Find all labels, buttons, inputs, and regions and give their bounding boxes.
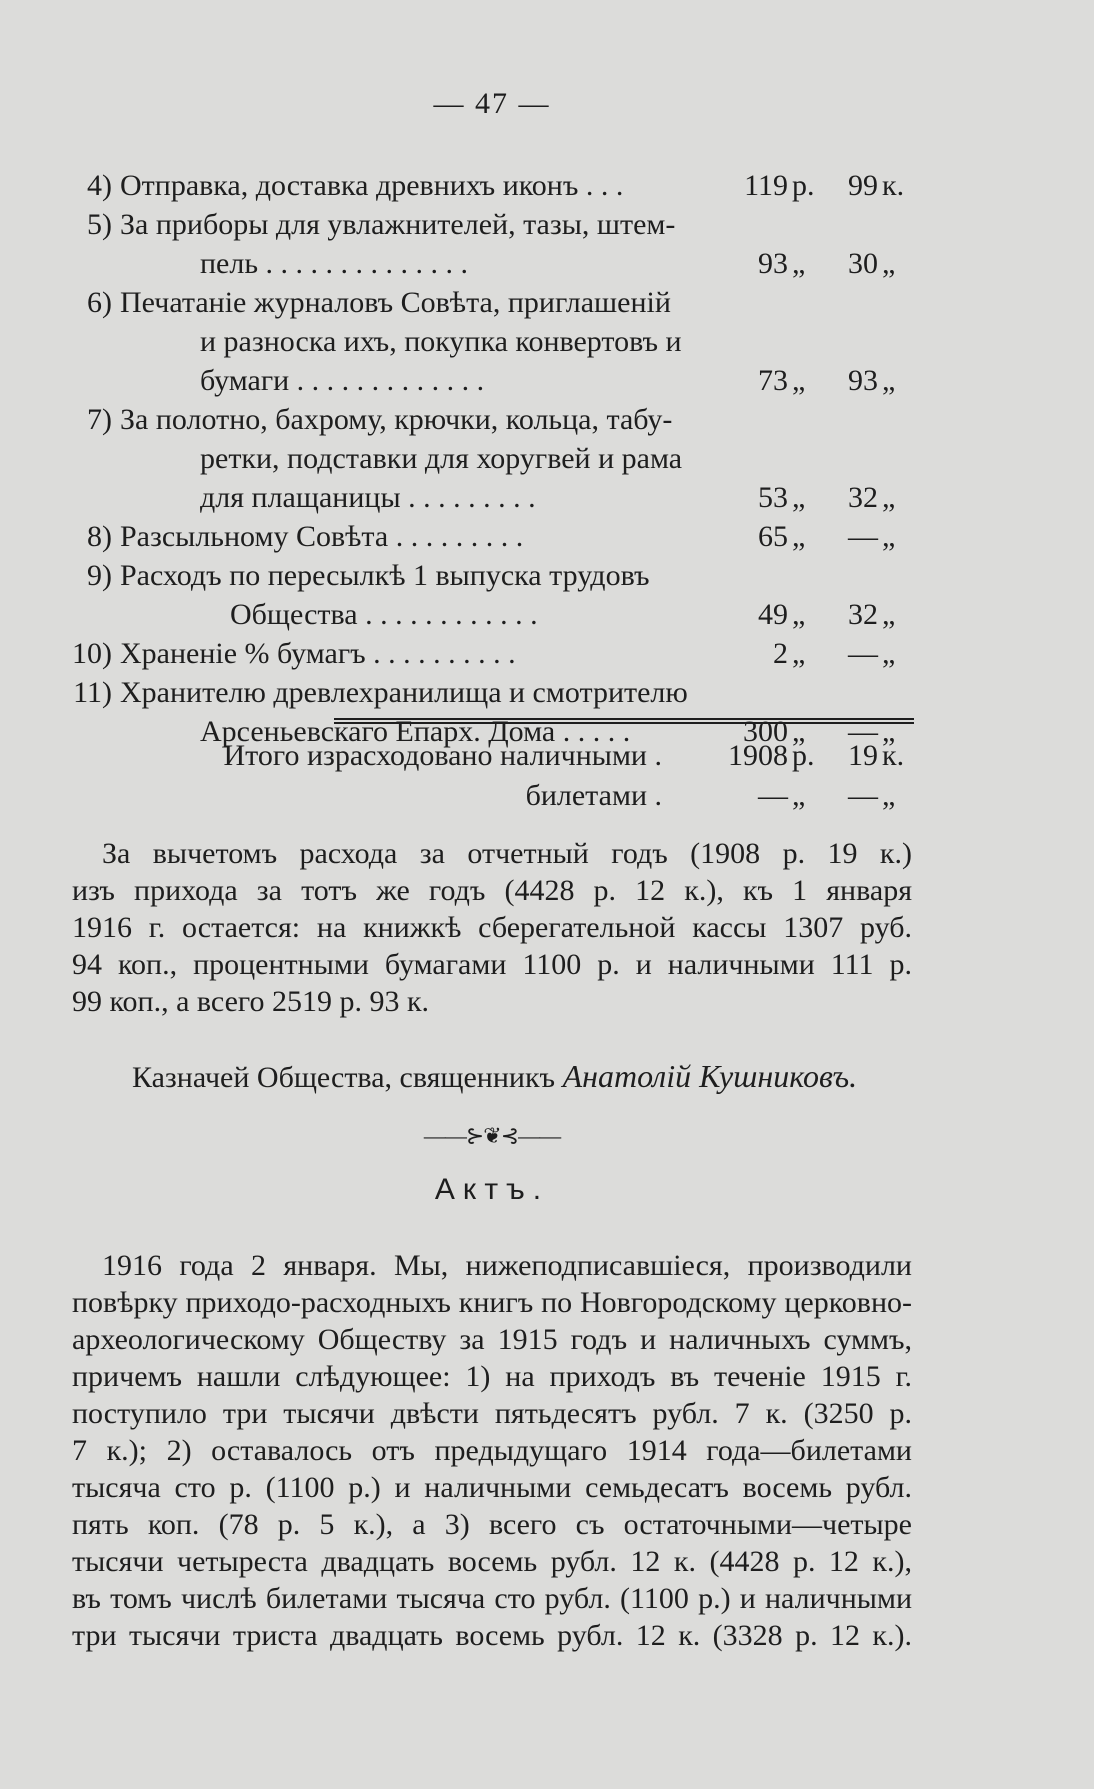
page-number: — 47 —	[433, 87, 551, 120]
expense-rubles: 119	[744, 169, 788, 202]
text-line: 1916 года 2 января. Мы, нижеподписавшіеся, производили	[102, 1249, 912, 1282]
kopecks-unit: к.	[882, 169, 905, 202]
expense-kopecks: 99	[848, 169, 878, 202]
expense-kopecks: 32	[848, 598, 878, 631]
total-rule	[334, 716, 914, 724]
kopecks-unit: к.	[882, 739, 905, 772]
text-line: пять коп. (78 р. 5 к.), а 3) всего съ остаточными—четыре	[72, 1508, 912, 1541]
rubles-unit: „	[792, 779, 806, 812]
expense-description: Хранителю древлехранилища и смотрителю	[120, 676, 688, 709]
expense-rubles: 2	[773, 637, 788, 670]
text-line: тысяча сто р. (1100 р.) и наличными семьдесатъ восемь рубл.	[72, 1471, 912, 1504]
expense-description: Храненіе % бумагъ . . . . . . . . . .	[120, 637, 516, 670]
expense-item-continued	[72, 480, 912, 519]
text-line: 94 коп., процентными бумагами 1100 р. и наличными 111 р.	[72, 948, 912, 981]
expense-rubles: 300	[743, 715, 788, 748]
expense-description: ретки, подставки для хоругвей и рама	[200, 442, 683, 475]
signature	[132, 1058, 912, 1096]
text-line: тысячи четыреста двадцать восемь рубл. 12 к. (4428 р. 12 к.),	[72, 1545, 912, 1578]
expense-rubles: 49	[758, 598, 788, 631]
expense-kopecks: —	[848, 715, 878, 748]
expense-rubles: 73	[758, 364, 788, 397]
text-line: 7 к.); 2) оставалось отъ предыдущаго 1914 года—билетами	[72, 1434, 912, 1467]
act-paragraph	[72, 1248, 912, 1655]
signature-role: Казначей Общества, священникъ	[132, 1061, 556, 1094]
text-line: 99 коп., а всего 2519 р. 93 к.	[72, 985, 430, 1018]
text-line: 1916 г. остается: на книжкѣ сберегательной кассы 1307 руб.	[72, 911, 912, 944]
expense-number: 5)	[87, 208, 112, 241]
kopecks-unit: „	[882, 520, 896, 553]
summary-paragraph	[72, 836, 912, 1021]
expense-description: За полотно, бахрому, крючки, кольца, табу-	[120, 403, 673, 436]
total-label: Итого израсходовано наличными .	[223, 739, 662, 772]
expense-item	[72, 558, 912, 597]
rubles-unit: „	[792, 364, 806, 397]
expense-kopecks: —	[848, 637, 878, 670]
rule-line	[334, 718, 914, 720]
expense-description: Печатаніе журналовъ Совѣта, приглашеній	[120, 286, 671, 319]
text-line: археологическому Обществу за 1915 годъ и наличныхъ суммъ,	[72, 1323, 912, 1356]
rubles-unit: „	[792, 247, 806, 280]
rule-line	[334, 722, 914, 724]
rubles-unit: р.	[792, 169, 815, 202]
expense-number: 9)	[87, 559, 112, 592]
kopecks-unit: „	[882, 598, 896, 631]
total-kopecks: —	[848, 779, 878, 812]
expense-rubles: 93	[758, 247, 788, 280]
expense-item-continued	[72, 363, 912, 402]
expense-description: и разноска ихъ, покупка конвертовъ и	[200, 325, 682, 358]
kopecks-unit: „	[882, 715, 896, 748]
text-line: изъ прихода за тотъ же годъ (4428 р. 12 к.), къ 1 января	[72, 874, 912, 907]
expense-number: 8)	[87, 520, 112, 553]
expense-kopecks: 93	[848, 364, 878, 397]
total-rubles: 1908	[728, 739, 788, 772]
expense-item	[72, 519, 912, 558]
text-line: въ томъ числѣ билетами тысяча сто рубл. (1100 р.) и наличными	[72, 1582, 912, 1615]
expense-item	[72, 207, 912, 246]
total-cash-row	[72, 738, 912, 778]
rubles-unit: „	[792, 598, 806, 631]
expense-item-continued	[72, 441, 912, 480]
expense-description: Разсыльному Совѣта . . . . . . . . .	[120, 520, 524, 553]
totals	[72, 738, 912, 818]
text-line: повѣрку приходо-расходныхъ книгъ по Новгородскому церковно-	[72, 1286, 912, 1319]
expense-item-continued	[72, 597, 912, 636]
expense-kopecks: 32	[848, 481, 878, 514]
rubles-unit: „	[792, 520, 806, 553]
expense-description: для плащаницы . . . . . . . . .	[200, 481, 536, 514]
expense-number: 4)	[87, 169, 112, 202]
expense-item	[72, 636, 912, 675]
expense-kopecks: —	[848, 520, 878, 553]
kopecks-unit: „	[882, 481, 896, 514]
expense-description: Расходъ по пересылкѣ 1 выпуска трудовъ	[120, 559, 650, 592]
expense-number: 11)	[73, 676, 112, 709]
rubles-unit: „	[792, 481, 806, 514]
act-heading: Актъ.	[434, 1173, 550, 1206]
total-kopecks: 19	[848, 739, 878, 772]
expense-item	[72, 402, 912, 441]
expense-description: Отправка, доставка древнихъ иконъ . . .	[120, 169, 624, 202]
expense-list	[72, 168, 912, 753]
expense-item	[72, 168, 912, 207]
expense-description: Общества . . . . . . . . . . . .	[230, 598, 538, 631]
expense-rubles: 53	[758, 481, 788, 514]
expense-item	[72, 285, 912, 324]
text-line: поступило три тысячи двѣсти пятьдесятъ рубл. 7 к. (3250 р.	[72, 1397, 912, 1430]
rubles-unit: р.	[792, 739, 815, 772]
expense-rubles: 65	[758, 520, 788, 553]
kopecks-unit: „	[882, 247, 896, 280]
text-line: три тысячи триста двадцать восемь рубл. 12 к. (3328 р. 12 к.).	[72, 1619, 912, 1652]
expense-description: пель . . . . . . . . . . . . . .	[200, 247, 469, 280]
divider-ornament: ——⊱❦⊰——	[423, 1123, 561, 1148]
kopecks-unit: „	[882, 364, 896, 397]
expense-kopecks: 30	[848, 247, 878, 280]
expense-number: 10)	[72, 637, 112, 670]
expense-description: Арсеньевскаго Епарх. Дома . . . . .	[200, 715, 631, 748]
kopecks-unit: „	[882, 637, 896, 670]
total-label: билетами .	[525, 779, 662, 812]
expense-number: 6)	[87, 286, 112, 319]
text-line: За вычетомъ расхода за отчетный годъ (1908 р. 19 к.)	[102, 837, 912, 870]
rubles-unit: „	[792, 715, 806, 748]
expense-item	[72, 675, 912, 714]
expense-description: За приборы для увлажнителей, тазы, штем-	[120, 208, 676, 241]
signature-name: Анатолій Кушниковъ.	[562, 1058, 858, 1094]
total-rubles: —	[758, 779, 788, 812]
text-line: причемъ нашли слѣдующее: 1) на приходъ въ теченіе 1915 г.	[72, 1360, 912, 1393]
expense-description: бумаги . . . . . . . . . . . . .	[200, 364, 485, 397]
expense-item-continued	[72, 246, 912, 285]
rubles-unit: „	[792, 637, 806, 670]
total-bills-row	[72, 778, 912, 818]
expense-number: 7)	[87, 403, 112, 436]
expense-item-continued	[72, 324, 912, 363]
kopecks-unit: „	[882, 779, 896, 812]
